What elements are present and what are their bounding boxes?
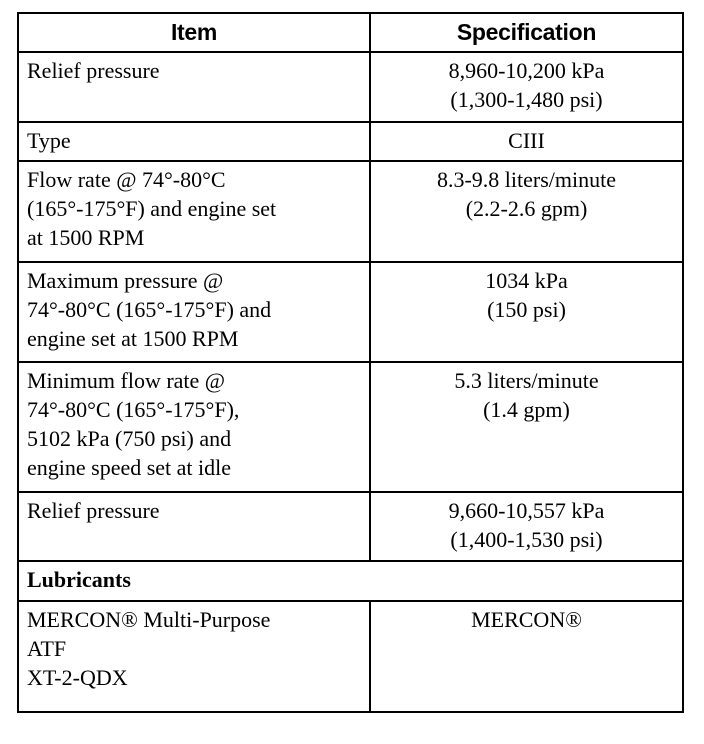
item-column-header: Item <box>18 13 370 52</box>
item-text: Type <box>27 128 71 153</box>
section-row-lubricants <box>18 561 683 601</box>
table-row <box>18 601 683 712</box>
spec-text: MERCON® <box>471 607 582 632</box>
spec-cell <box>370 161 683 262</box>
table-row <box>18 492 683 561</box>
spec-text: CIII <box>508 128 545 153</box>
item-text: 74°-80°C (165°-175°F) and <box>27 297 272 322</box>
item-text: MERCON® Multi-Purpose <box>27 607 271 632</box>
spec-text: (1,300-1,480 psi) <box>450 87 603 112</box>
spec-text: (150 psi) <box>487 297 566 322</box>
spec-text: (2.2-2.6 gpm) <box>465 196 588 221</box>
lubricants-heading: Lubricants <box>18 561 683 601</box>
item-cell <box>18 161 370 262</box>
item-text: engine set at 1500 RPM <box>27 326 239 351</box>
item-text: ATF <box>27 636 67 661</box>
spec-text: 1034 kPa <box>485 268 568 293</box>
item-cell <box>18 362 370 492</box>
spec-cell <box>370 52 683 122</box>
table-row <box>18 161 683 262</box>
item-text: engine speed set at idle <box>27 455 232 480</box>
specification-column-header: Specification <box>370 13 683 52</box>
table-row <box>18 52 683 122</box>
table-row <box>18 262 683 362</box>
item-cell <box>18 52 370 122</box>
item-text: 5102 kPa (750 psi) and <box>27 426 232 451</box>
item-cell <box>18 122 370 161</box>
item-text: 74°-80°C (165°-175°F), <box>27 397 240 422</box>
item-text: Minimum flow rate @ <box>27 368 226 393</box>
item-text: XT-2-QDX <box>27 665 128 690</box>
specification-table <box>17 12 684 713</box>
table-row <box>18 362 683 492</box>
item-text: at 1500 RPM <box>27 225 145 250</box>
spec-cell <box>370 262 683 362</box>
item-cell <box>18 262 370 362</box>
spec-text: 8.3-9.8 liters/minute <box>436 167 617 192</box>
spec-text: (1.4 gpm) <box>483 397 570 422</box>
item-cell <box>18 492 370 561</box>
item-cell <box>18 601 370 712</box>
spec-text: 8,960-10,200 kPa <box>448 58 605 83</box>
item-text: Relief pressure <box>27 58 160 83</box>
item-text: Flow rate @ 74°-80°C <box>27 167 226 192</box>
item-text: Relief pressure <box>27 498 160 523</box>
item-text: (165°-175°F) and engine set <box>27 196 277 221</box>
spec-text: 5.3 liters/minute <box>454 368 599 393</box>
table-row <box>18 122 683 161</box>
spec-text: (1,400-1,530 psi) <box>450 527 603 552</box>
item-text: Maximum pressure @ <box>27 268 224 293</box>
spec-text: 9,660-10,557 kPa <box>448 498 605 523</box>
spec-cell <box>370 362 683 492</box>
spec-cell <box>370 122 683 161</box>
header-row <box>18 13 683 52</box>
spec-cell <box>370 601 683 712</box>
spec-cell <box>370 492 683 561</box>
